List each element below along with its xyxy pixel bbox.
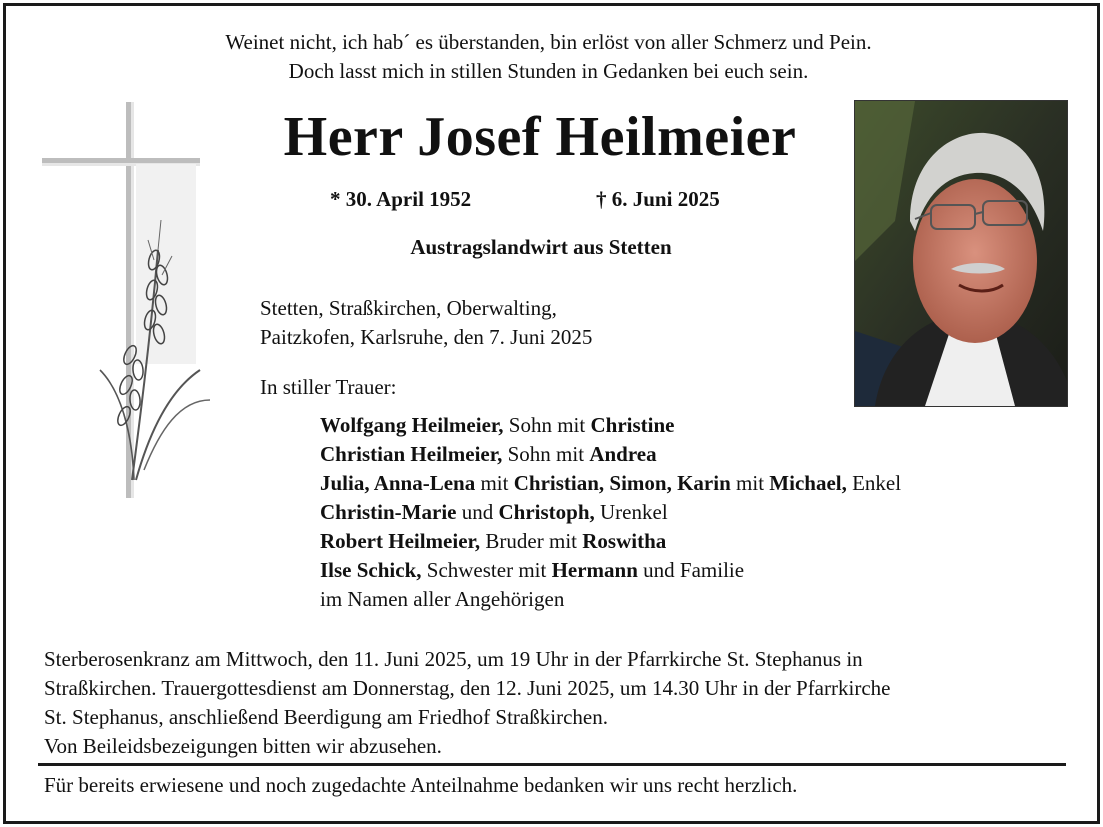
poem-line: Doch lasst mich in stillen Stunden in Gedanken bei euch sein. xyxy=(288,59,809,83)
place-and-date xyxy=(260,294,592,352)
poem xyxy=(0,28,1097,86)
mourner-relation: Sohn mit xyxy=(502,442,590,466)
mourner-name: Michael, xyxy=(769,471,847,495)
mourner-relation: Bruder mit xyxy=(480,529,583,553)
poem-line: Weinet nicht, ich hab´ es überstanden, bin erlöst von aller Schmerz und Pein. xyxy=(225,30,872,54)
mourner-line xyxy=(320,469,901,498)
mourner-name: Robert Heilmeier, xyxy=(320,529,481,553)
mourner-name: Christine xyxy=(590,413,675,437)
mourner-relation: Sohn mit xyxy=(503,413,591,437)
mourner-name: Christoph, xyxy=(498,500,595,524)
mourner-relation: und Familie xyxy=(637,558,745,582)
mourner-line xyxy=(320,440,901,469)
place-line: Stetten, Straßkirchen, Oberwalting, xyxy=(260,296,557,320)
notice-line: Sterberosenkranz am Mittwoch, den 11. Juni 2025, um 19 Uhr in der Pfarrkirche St. Stephanus in xyxy=(44,647,863,671)
birth-date: * 30. April 1952 xyxy=(330,187,472,211)
mourner-relation: Urenkel xyxy=(594,500,668,524)
notice-line: St. Stephanus, anschließend Beerdigung am Friedhof Straßkirchen. xyxy=(44,705,608,729)
deceased-name: Herr Josef Heilmeier xyxy=(283,106,797,168)
mourner-relation: Enkel xyxy=(846,471,902,495)
mourner-name: Roswitha xyxy=(582,529,667,553)
occupation: Austragslandwirt aus Stetten xyxy=(410,235,672,259)
mourner-relation: und xyxy=(456,500,499,524)
notice-line: Von Beileidsbezeigungen bitten wir abzusehen. xyxy=(44,734,442,758)
place-line: Paitzkofen, Karlsruhe, den 7. Juni 2025 xyxy=(260,325,593,349)
notice-line: Straßkirchen. Trauergottesdienst am Donnerstag, den 12. Juni 2025, um 14.30 Uhr in der Pfarrkirche xyxy=(44,676,891,700)
mourner-line xyxy=(320,498,901,527)
mourner-line xyxy=(320,585,901,614)
mourner-line xyxy=(320,411,901,440)
mourner-name: Christin-Marie xyxy=(320,500,457,524)
divider xyxy=(38,763,1066,766)
mourner-relation: im Namen aller Angehörigen xyxy=(320,587,565,611)
mourner-name: Christian, Simon, Karin xyxy=(513,471,731,495)
death-date: † 6. Juni 2025 xyxy=(596,187,720,211)
mourner-relation: Schwester mit xyxy=(421,558,552,582)
thanks-line: Für bereits erwiesene und noch zugedachte Anteilnahme bedanken wir uns recht herzlich. xyxy=(44,773,798,797)
portrait-photo xyxy=(854,100,1068,407)
mourner-name: Andrea xyxy=(589,442,657,466)
mourner-relation: mit xyxy=(730,471,770,495)
service-notice xyxy=(44,645,1064,761)
mourner-name: Christian Heilmeier, xyxy=(320,442,503,466)
mourner-name: Julia, Anna-Lena xyxy=(320,471,476,495)
mourners-heading: In stiller Trauer: xyxy=(260,375,397,399)
mourner-line xyxy=(320,527,901,556)
mourner-name: Hermann xyxy=(551,558,638,582)
mourner-name: Wolfgang Heilmeier, xyxy=(320,413,504,437)
mourner-name: Ilse Schick, xyxy=(320,558,422,582)
mourner-line xyxy=(320,556,901,585)
mourners-list xyxy=(320,411,901,614)
mourner-relation: mit xyxy=(475,471,514,495)
